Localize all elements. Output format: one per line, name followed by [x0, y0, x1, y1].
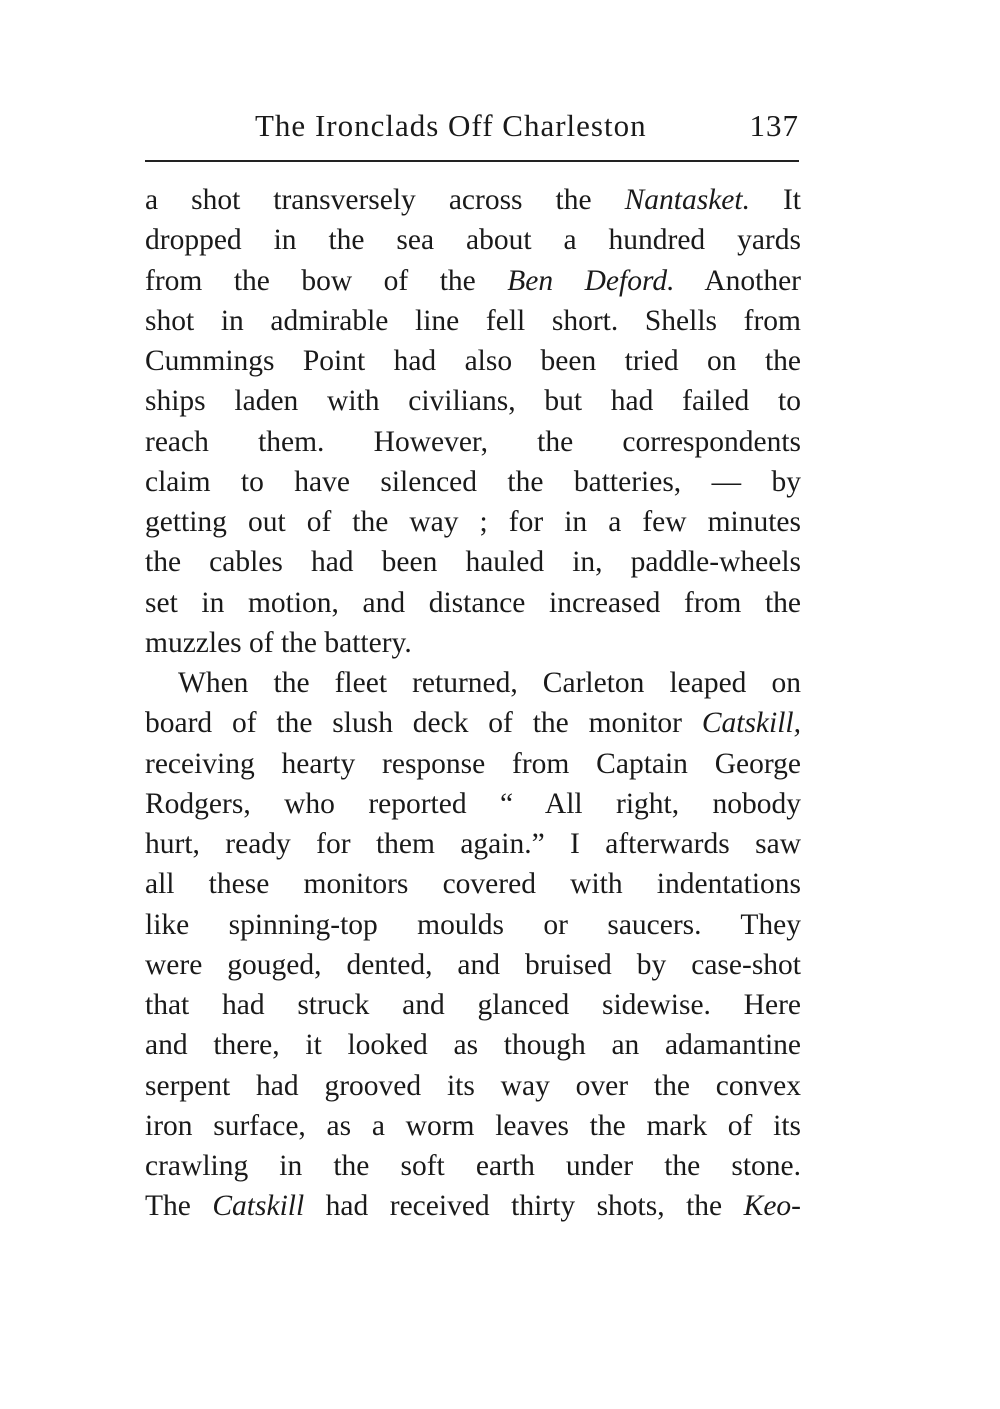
text-line — [145, 381, 801, 421]
text-line — [145, 220, 801, 260]
text-segment: hurt, ready for them again.” I afterwards saw — [145, 828, 801, 860]
text-segment: Cummings Point had also been tried on the — [145, 345, 801, 377]
text-line — [145, 1186, 801, 1226]
text-line — [145, 945, 801, 985]
italic-text: Catskill, — [701, 707, 801, 740]
text-segment: When the fleet returned, Carleton leaped on — [178, 667, 801, 699]
text-segment: muzzles of the battery. — [145, 626, 412, 659]
italic-text: Keo- — [743, 1190, 801, 1223]
text-line — [145, 261, 801, 301]
text-segment: the cables had been hauled in, paddle-wheels — [145, 546, 801, 579]
text-line — [145, 985, 801, 1025]
text-segment: dropped in the sea about a hundred yards — [145, 224, 801, 257]
text-line — [145, 663, 801, 703]
text-line — [145, 784, 801, 824]
italic-text: Nantasket. — [624, 184, 750, 216]
text-segment: a shot transversely across the — [145, 184, 625, 216]
text-segment: claim to have silenced the batteries, — by — [145, 465, 801, 498]
text-segment: reach them. However, the correspondents — [145, 425, 801, 458]
text-line — [145, 864, 801, 904]
text-segment: getting out of the way ; for in a few minutes — [145, 506, 801, 538]
text-line — [145, 623, 801, 663]
text-line — [145, 462, 801, 502]
text-segment: Rodgers, who reported “ All right, nobody — [145, 787, 801, 820]
italic-text: Ben Deford. — [507, 264, 675, 297]
text-segment: ships laden with civilians, but had failed to — [145, 385, 801, 418]
text-segment: that had struck and glanced sidewise. Here — [145, 989, 801, 1021]
text-line — [145, 744, 801, 784]
text-line — [145, 1066, 801, 1106]
text-segment: The — [145, 1190, 213, 1223]
text-line — [145, 502, 801, 542]
text-line — [145, 180, 801, 220]
text-segment: and there, it looked as though an adamantine — [145, 1029, 801, 1062]
italic-text: Catskill — [212, 1190, 305, 1223]
text-line — [145, 703, 801, 743]
text-segment: were gouged, dented, and bruised by case-shot — [145, 948, 801, 981]
text-line — [145, 824, 801, 864]
text-segment: all these monitors covered with indentations — [145, 868, 801, 901]
text-segment: from the bow of the — [145, 264, 508, 297]
text-segment: set in motion, and distance increased from the — [145, 586, 801, 619]
text-segment: crawling in the soft earth under the stone. — [145, 1150, 801, 1182]
text-line — [145, 1106, 801, 1146]
text-segment: iron surface, as a worm leaves the mark of its — [145, 1109, 801, 1142]
running-title: The Ironclads Off Charleston — [255, 108, 647, 143]
text-line — [145, 583, 801, 623]
text-segment: Another — [674, 264, 801, 297]
page-header — [145, 108, 801, 154]
header-rule — [145, 160, 799, 162]
text-line — [145, 1025, 801, 1065]
text-line — [145, 905, 801, 945]
text-segment: board of the slush deck of the monitor — [145, 707, 702, 740]
body-text — [145, 180, 801, 1227]
text-line — [145, 422, 801, 462]
text-line — [145, 1146, 801, 1186]
page-number: 137 — [749, 108, 799, 143]
text-segment: had received thirty shots, the — [304, 1190, 744, 1223]
text-line — [145, 341, 801, 381]
text-line — [145, 542, 801, 582]
text-segment: serpent had grooved its way over the convex — [145, 1069, 801, 1102]
text-segment: It — [749, 184, 801, 216]
text-line — [145, 301, 801, 341]
text-segment: like spinning-top moulds or saucers. They — [145, 908, 801, 941]
text-segment: shot in admirable line fell short. Shells from — [145, 304, 801, 337]
text-segment: receiving hearty response from Captain George — [145, 747, 801, 780]
